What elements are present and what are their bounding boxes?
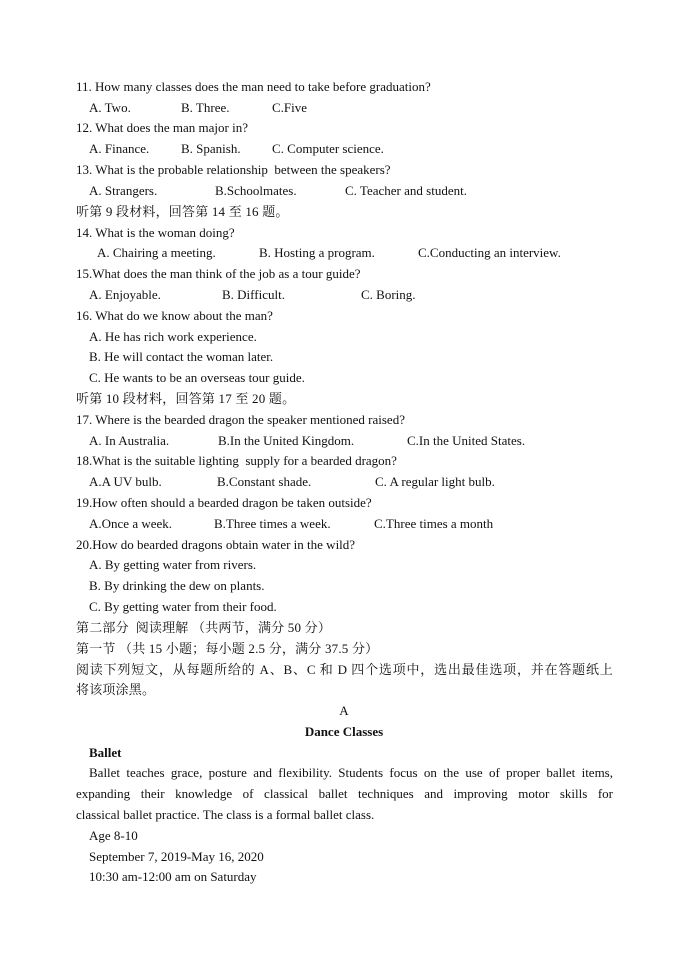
ballet-age: Age 8-10 <box>89 828 138 843</box>
q14-option-b: B. Hosting a program. <box>259 245 375 260</box>
section-9-instruction: 听第 9 段材料，回答第 14 至 16 题。 <box>76 204 289 219</box>
question-19: 19.How often should a bearded dragon be taken outside? <box>76 495 372 510</box>
question-17: 17. Where is the bearded dragon the speaker mentioned raised? <box>76 412 405 427</box>
q12-option-b: B. Spanish. <box>181 141 241 156</box>
question-20: 20.How do bearded dragons obtain water in the wild? <box>76 537 356 552</box>
q15-option-b: B. Difficult. <box>222 287 285 302</box>
q17-option-c: C.In the United States. <box>407 433 526 448</box>
q13-option-c: C. Teacher and student. <box>345 183 467 198</box>
q13-option-a: A. Strangers. <box>89 183 158 198</box>
q20-option-b: B. By drinking the dew on plants. <box>89 578 265 593</box>
q18-option-a: A.A UV bulb. <box>89 474 162 489</box>
q14-option-c: C.Conducting an interview. <box>418 245 561 260</box>
q14-option-a: A. Chairing a meeting. <box>97 245 216 260</box>
q19-option-c: C.Three times a month <box>374 516 494 531</box>
q15-option-a: A. Enjoyable. <box>89 287 161 302</box>
question-11: 11. How many classes does the man need to take before graduation? <box>76 79 431 94</box>
ballet-body-line-3: classical ballet practice. The class is a formal ballet class. <box>76 807 375 822</box>
question-16: 16. What do we know about the man? <box>76 308 273 323</box>
q20-option-a: A. By getting water from rivers. <box>89 557 257 572</box>
q15-option-c: C. Boring. <box>361 287 416 302</box>
q12-option-a: A. Finance. <box>89 141 150 156</box>
q13-option-b: B.Schoolmates. <box>215 183 297 198</box>
question-13: 13. What is the probable relationship between the speakers? <box>76 162 391 177</box>
section-10-instruction: 听第 10 段材料，回答第 17 至 20 题。 <box>76 391 296 406</box>
ballet-body-line-2: expanding their knowledge of classical ballet techniques and improving motor skills for <box>76 786 613 801</box>
q11-option-b: B. Three. <box>181 100 230 115</box>
q20-option-c: C. By getting water from their food. <box>89 599 277 614</box>
reading-instruction-line-1: 阅读下列短文，从每题所给的 A、B、C 和 D 四个选项中，选出最佳选项，并在答题纸上 <box>76 662 613 677</box>
question-15: 15.What does the man think of the job as a tour guide? <box>76 266 361 281</box>
q11-option-a: A. Two. <box>89 100 131 115</box>
passage-title: Dance Classes <box>304 724 384 739</box>
question-12: 12. What does the man major in? <box>76 120 248 135</box>
ballet-heading: Ballet <box>89 745 122 760</box>
ballet-body-line-1: Ballet teaches grace, posture and flexibility. Students focus on the use of proper ballet items, <box>89 765 613 780</box>
q16-option-c: C. He wants to be an overseas tour guide. <box>89 370 305 385</box>
reading-instruction-line-2: 将该项涂黑。 <box>76 682 156 697</box>
q19-option-a: A.Once a week. <box>89 516 173 531</box>
q16-option-b: B. He will contact the woman later. <box>89 349 274 364</box>
q12-option-c: C. Computer science. <box>272 141 384 156</box>
q18-option-c: C. A regular light bulb. <box>375 474 495 489</box>
q18-option-b: B.Constant shade. <box>217 474 312 489</box>
part-2-heading: 第二部分 阅读理解 （共两节，满分 50 分） <box>76 620 332 635</box>
question-14: 14. What is the woman doing? <box>76 225 235 240</box>
q11-option-c: C.Five <box>272 100 308 115</box>
q16-option-a: A. He has rich work experience. <box>89 329 257 344</box>
q19-option-b: B.Three times a week. <box>214 516 331 531</box>
ballet-time: 10:30 am-12:00 am on Saturday <box>89 869 257 884</box>
question-18: 18.What is the suitable lighting supply for a bearded dragon? <box>76 453 397 468</box>
ballet-dates: September 7, 2019-May 16, 2020 <box>89 849 264 864</box>
q17-option-b: B.In the United Kingdom. <box>218 433 355 448</box>
passage-label: A <box>339 703 349 718</box>
q17-option-a: A. In Australia. <box>89 433 170 448</box>
section-1-heading: 第一节 （共 15 小题；每小题 2.5 分，满分 37.5 分） <box>76 641 379 656</box>
